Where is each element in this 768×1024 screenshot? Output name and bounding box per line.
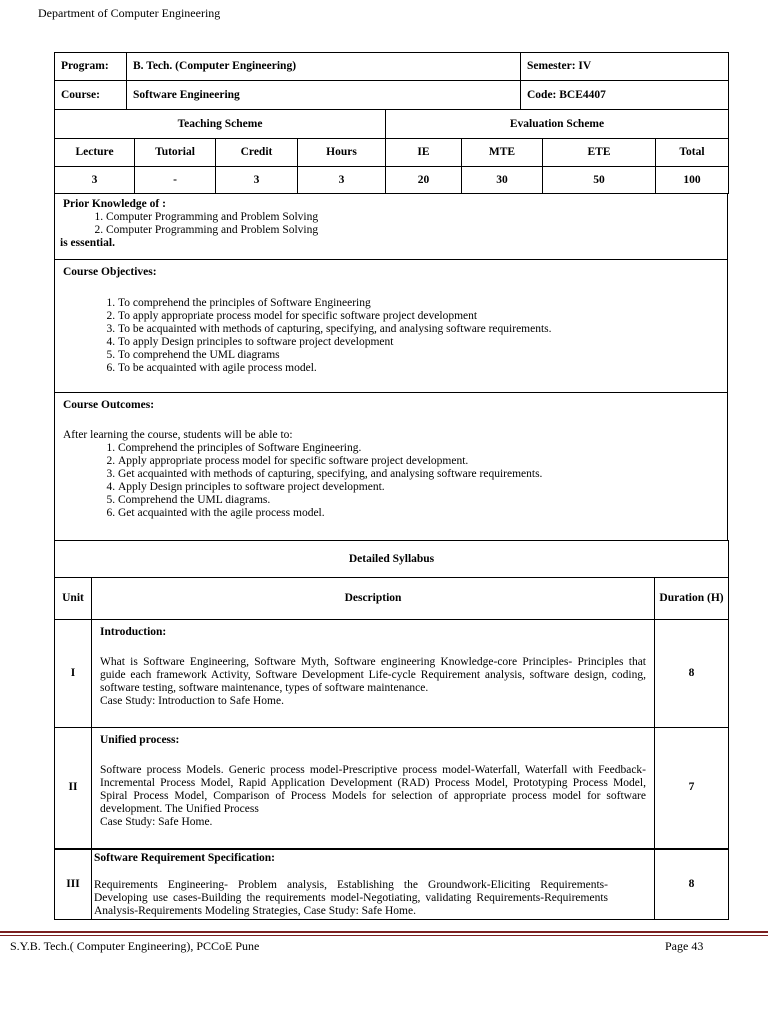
table-row <box>55 849 729 920</box>
table-row <box>55 728 729 849</box>
prior-knowledge-section <box>54 194 728 260</box>
unit-body-text: Software process Models. Generic process model-Prescriptive process model-Waterfall, Waterfall with Feedback-Incremental Process Model, Rapid Application Development (RAD) Process Model, Prototyping Process Model, Spiral Process Model, Comparison of Process Models for selection of appropriate process model for software development. The Unified Process <box>100 764 646 815</box>
col-tutorial: Tutorial <box>135 139 216 167</box>
department-header: Department of Computer Engineering <box>38 6 221 20</box>
list-item: 6. Get acquainted with the agile process model. <box>118 507 719 520</box>
unit-body <box>94 879 652 918</box>
unit-duration: 8 <box>655 620 729 728</box>
col-lecture: Lecture <box>55 139 135 167</box>
col-duration: Duration (H) <box>655 578 729 620</box>
prior-knowledge-suffix: is essential. <box>60 237 115 249</box>
unit-number: I <box>55 620 92 728</box>
col-hours: Hours <box>298 139 386 167</box>
unit-body <box>100 764 646 829</box>
list-item: 4. Apply Design principles to software project development. <box>118 481 719 494</box>
outcomes-list <box>63 442 719 520</box>
unit-number: III <box>55 849 92 920</box>
unit-duration: 7 <box>655 728 729 849</box>
list-item: 6. To be acquainted with agile process model. <box>118 362 719 375</box>
objectives-title: Course Objectives: <box>63 266 157 278</box>
course-objectives-section <box>54 260 728 393</box>
program-value: B. Tech. (Computer Engineering) <box>127 53 521 81</box>
page-number: Page 43 <box>665 939 704 953</box>
list-item: 5. Comprehend the UML diagrams. <box>118 494 719 507</box>
unit-body <box>100 656 646 708</box>
val-lecture: 3 <box>55 167 135 194</box>
col-ete: ETE <box>543 139 656 167</box>
outcomes-intro: After learning the course, students will be able to: <box>63 429 293 441</box>
course-value: Software Engineering <box>127 81 521 110</box>
val-mte: 30 <box>462 167 543 194</box>
course-sheet <box>54 52 728 920</box>
unit-number: II <box>55 728 92 849</box>
teaching-scheme-title: Teaching Scheme <box>55 110 386 139</box>
syllabus-title: Detailed Syllabus <box>55 541 729 578</box>
list-item: 2. Apply appropriate process model for specific software project development. <box>118 455 719 468</box>
list-item: 1. Comprehend the principles of Software Engineering. <box>118 442 719 455</box>
objectives-list <box>63 297 719 375</box>
prior-knowledge-title: Prior Knowledge of : <box>63 198 166 210</box>
list-item: 4. To apply Design principles to software project development <box>118 336 719 349</box>
outcomes-title: Course Outcomes: <box>63 399 155 411</box>
footer-rule <box>0 931 768 933</box>
evaluation-scheme-title: Evaluation Scheme <box>386 110 729 139</box>
val-credit: 3 <box>216 167 298 194</box>
list-item: 1. Computer Programming and Problem Solving <box>106 211 719 224</box>
semester: Semester: IV <box>521 53 729 81</box>
list-item: 5. To comprehend the UML diagrams <box>118 349 719 362</box>
col-unit: Unit <box>55 578 92 620</box>
scheme-table <box>54 109 729 194</box>
list-item: 3. Get acquainted with methods of capturing, specifying, and analysing software requirements. <box>118 468 719 481</box>
unit-case-study: Case Study: Introduction to Safe Home. <box>100 695 284 707</box>
list-item: 1. To comprehend the principles of Software Engineering <box>118 297 719 310</box>
col-mte: MTE <box>462 139 543 167</box>
unit-description <box>92 620 655 728</box>
course-label: Course: <box>55 81 127 110</box>
syllabus-table <box>54 540 729 920</box>
val-ie: 20 <box>386 167 462 194</box>
unit-body-text: Requirements Engineering- Problem analysis, Establishing the Groundwork-Eliciting Requirements- Developing use cases-Building the requirements model-Negotiating, validating Requirements-Requirements Analysis-Requirements Modeling Strategies, Case Study: Safe Home. <box>94 878 608 917</box>
list-item: 2. Computer Programming and Problem Solving <box>106 224 719 237</box>
unit-case-study: Case Study: Safe Home. <box>100 816 213 828</box>
val-ete: 50 <box>543 167 656 194</box>
list-item: 3. To be acquainted with methods of capturing, specifying, and analysing software requirements. <box>118 323 719 336</box>
col-ie: IE <box>386 139 462 167</box>
val-hours: 3 <box>298 167 386 194</box>
unit-description <box>92 728 655 849</box>
unit-description <box>92 849 655 920</box>
col-credit: Credit <box>216 139 298 167</box>
unit-title: Introduction: <box>100 626 167 638</box>
table-row <box>55 620 729 728</box>
course-outcomes-section <box>54 393 728 541</box>
course-info-table <box>54 52 729 110</box>
program-label: Program: <box>55 53 127 81</box>
prior-knowledge-list <box>63 211 719 237</box>
val-total: 100 <box>656 167 729 194</box>
val-tutorial: - <box>135 167 216 194</box>
list-item: 2. To apply appropriate process model for specific software project development <box>118 310 719 323</box>
footer-left: S.Y.B. Tech.( Computer Engineering), PCCoE Pune <box>10 939 260 953</box>
col-description: Description <box>92 578 655 620</box>
course-code: Code: BCE4407 <box>521 81 729 110</box>
unit-title: Software Requirement Specification: <box>94 851 275 864</box>
unit-body-text: What is Software Engineering, Software Myth, Software engineering Knowledge-core Principles- Principles that guide each framework Activity, Software Development Life-cycle Requirement analysis, software design, coding, software testing, software maintenance, types of software maintenance. <box>100 656 646 694</box>
col-total: Total <box>656 139 729 167</box>
unit-duration: 8 <box>655 849 729 920</box>
footer-rule <box>0 935 768 936</box>
unit-title: Unified process: <box>100 734 180 746</box>
